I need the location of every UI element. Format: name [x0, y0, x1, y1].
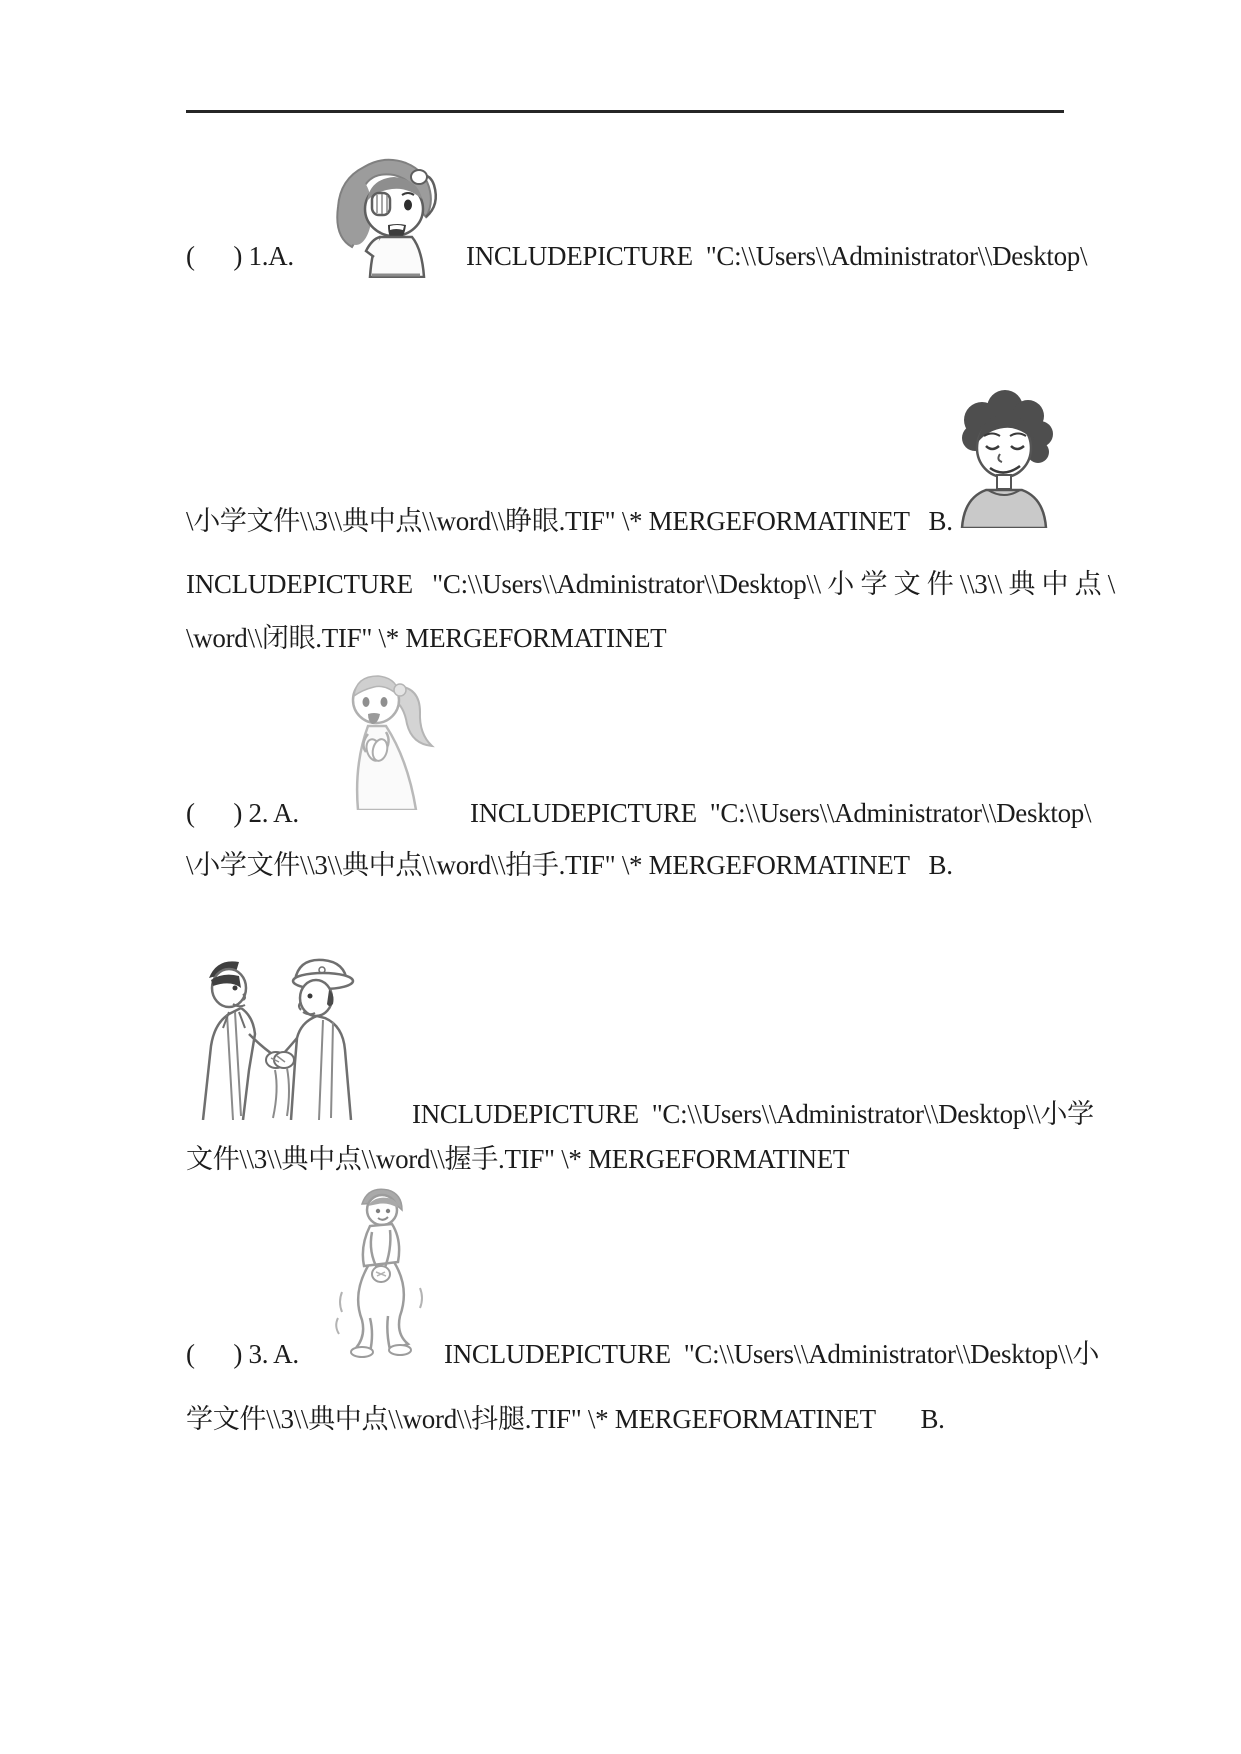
- girl-peeking-open-eyes-image: [322, 146, 458, 278]
- question-3-optionA-field-code-line2: 学文件\\3\\典中点\\word\\抖腿.TIF" \* MERGEFORMATINET B.: [186, 1404, 945, 1434]
- question-2-optionB-field-code-line1: INCLUDEPICTURE "C:\\Users\\Administrator\\Desktop\\小学: [412, 1099, 1094, 1129]
- girl-clapping-hands-image: [322, 660, 454, 810]
- boy-shaking-legs-image: [326, 1184, 434, 1362]
- question-1-answer-blank: ( ) 1.A.: [186, 241, 294, 271]
- boy-eyes-closed-image: [948, 386, 1062, 528]
- question-1-optionA-field-code-line1: INCLUDEPICTURE "C:\\Users\\Administrator\\Desktop\: [466, 241, 1088, 271]
- question-3-optionA-field-code-line1: INCLUDEPICTURE "C:\\Users\\Administrator\\Desktop\\小: [444, 1339, 1100, 1369]
- question-1-optionB-field-code-line2: \word\\闭眼.TIF" \* MERGEFORMATINET: [186, 623, 667, 653]
- question-3-answer-blank: ( ) 3. A.: [186, 1339, 299, 1369]
- question-1-optionB-field-code-line1: INCLUDEPICTURE "C:\\Users\\Administrator\\Desktop\\ 小 学 文 件 \\3\\ 典 中 点 \: [186, 569, 1115, 599]
- question-2-answer-blank: ( ) 2. A.: [186, 798, 299, 828]
- question-1-optionA-field-code-line2: \小学文件\\3\\典中点\\word\\睁眼.TIF" \* MERGEFORMATINET B.: [186, 506, 953, 536]
- question-2-optionA-field-code-line1: INCLUDEPICTURE "C:\\Users\\Administrator\\Desktop\: [470, 798, 1092, 828]
- question-2-optionA-field-code-line2: \小学文件\\3\\典中点\\word\\拍手.TIF" \* MERGEFORMATINET B.: [186, 850, 953, 880]
- question-2-optionB-field-code-line2: 文件\\3\\典中点\\word\\握手.TIF" \* MERGEFORMATINET: [186, 1144, 850, 1174]
- two-men-shaking-hands-image: [183, 950, 391, 1120]
- header-rule-line: [186, 110, 1064, 113]
